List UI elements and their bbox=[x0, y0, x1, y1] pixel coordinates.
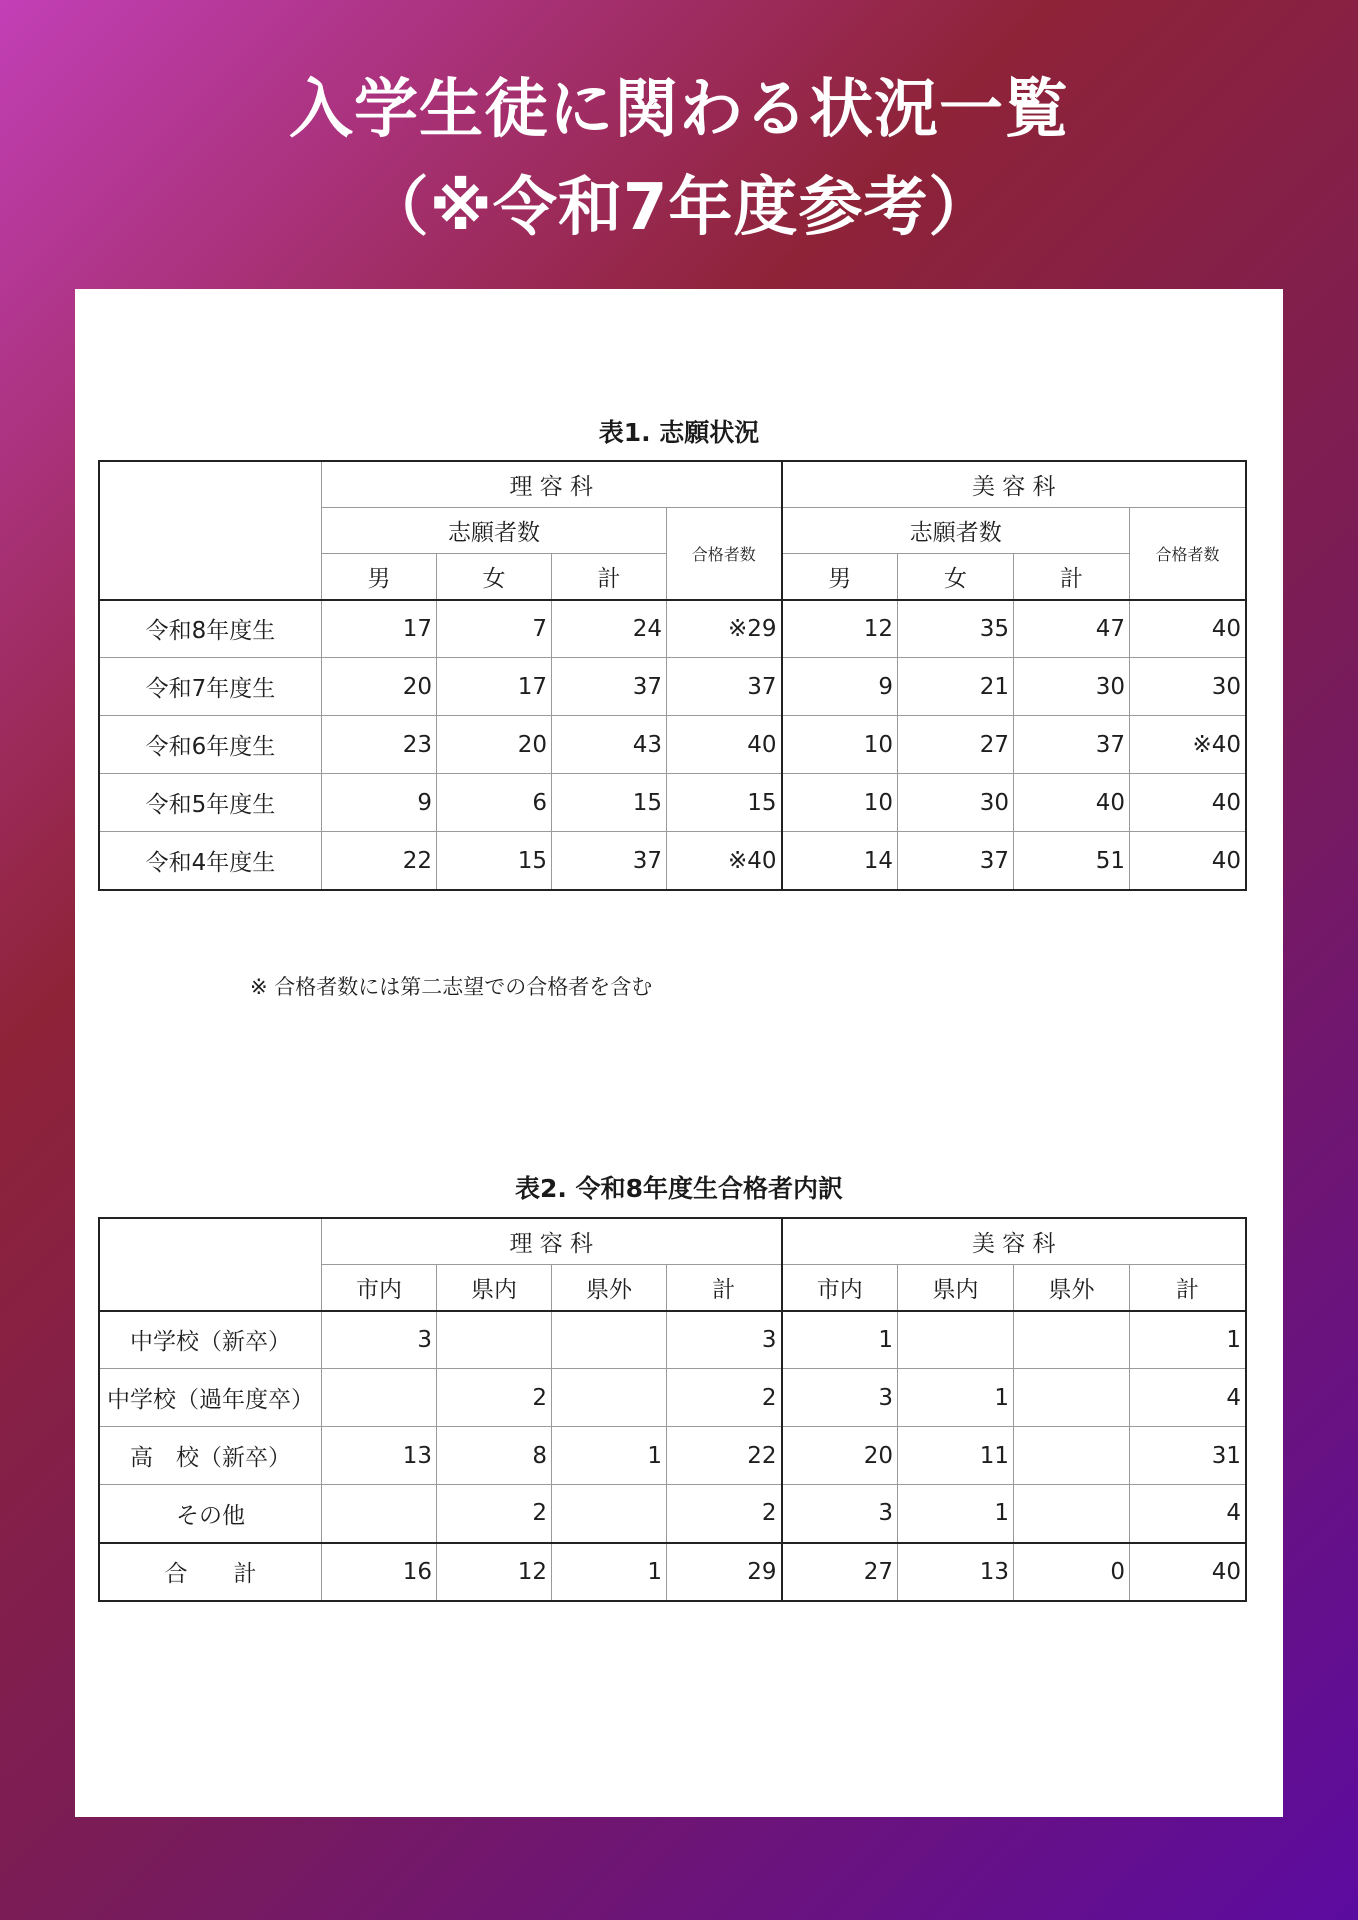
table-row bbox=[100, 832, 1246, 890]
table-row bbox=[100, 716, 1246, 774]
corner-cell bbox=[100, 462, 322, 600]
male-header: 男 bbox=[782, 554, 898, 600]
table-cell: 13 bbox=[898, 1543, 1014, 1601]
table-cell: 37 bbox=[552, 832, 667, 890]
table-cell: 20 bbox=[437, 716, 552, 774]
row-label: 高 校（新卒） bbox=[100, 1427, 322, 1485]
passed-header: 合格者数 bbox=[1130, 508, 1246, 600]
column-header: 県外 bbox=[1014, 1265, 1130, 1311]
table-cell: 4 bbox=[1130, 1485, 1246, 1543]
table1-caption: 表1. 志願状況 bbox=[598, 418, 760, 447]
table-cell: 40 bbox=[1130, 832, 1246, 890]
table-cell: 3 bbox=[322, 1311, 437, 1369]
table-cell: 51 bbox=[1014, 832, 1130, 890]
passed-header: 合格者数 bbox=[667, 508, 782, 600]
table-cell: 1 bbox=[898, 1485, 1014, 1543]
table-cell: 1 bbox=[552, 1543, 667, 1601]
table-cell: 1 bbox=[782, 1311, 898, 1369]
applicants-header: 志願者数 bbox=[322, 508, 667, 554]
table-cell: 30 bbox=[898, 774, 1014, 832]
table-cell: 20 bbox=[322, 658, 437, 716]
table-row bbox=[100, 1543, 1246, 1601]
table-cell bbox=[322, 1485, 437, 1543]
page-subtitle: （※令和7年度参考） bbox=[364, 171, 994, 245]
male-header: 男 bbox=[322, 554, 437, 600]
table-cell bbox=[552, 1485, 667, 1543]
row-label: 令和5年度生 bbox=[100, 774, 322, 832]
table-cell: 29 bbox=[667, 1543, 782, 1601]
table-cell: 40 bbox=[1014, 774, 1130, 832]
row-label: 令和6年度生 bbox=[100, 716, 322, 774]
table-cell: 30 bbox=[1130, 658, 1246, 716]
column-header: 計 bbox=[667, 1265, 782, 1311]
table-cell: 3 bbox=[782, 1369, 898, 1427]
table-cell: 10 bbox=[782, 774, 898, 832]
table-cell: 40 bbox=[1130, 1543, 1246, 1601]
table-cell: 24 bbox=[552, 600, 667, 658]
table-cell: 40 bbox=[1130, 774, 1246, 832]
table-cell bbox=[437, 1311, 552, 1369]
table-row bbox=[100, 1427, 1246, 1485]
column-header: 計 bbox=[1130, 1265, 1246, 1311]
table-cell: 40 bbox=[1130, 600, 1246, 658]
row-label: 合 計 bbox=[100, 1543, 322, 1601]
total-header: 計 bbox=[552, 554, 667, 600]
row-label: 令和4年度生 bbox=[100, 832, 322, 890]
table-row bbox=[100, 600, 1246, 658]
table-cell: 6 bbox=[437, 774, 552, 832]
table-cell: 16 bbox=[322, 1543, 437, 1601]
table-cell: 17 bbox=[322, 600, 437, 658]
table-cell: 27 bbox=[898, 716, 1014, 774]
dept-header-riyou: 理 容 科 bbox=[322, 1219, 782, 1265]
table-cell: 9 bbox=[782, 658, 898, 716]
table-cell: 1 bbox=[552, 1427, 667, 1485]
table-cell: 15 bbox=[552, 774, 667, 832]
table-cell: 14 bbox=[782, 832, 898, 890]
dept-header-biyou: 美 容 科 bbox=[782, 1219, 1246, 1265]
dept-header-biyou: 美 容 科 bbox=[782, 462, 1246, 508]
table-header-row bbox=[100, 1219, 1246, 1265]
table2-passed-breakdown bbox=[99, 1218, 1246, 1601]
column-header: 市内 bbox=[322, 1265, 437, 1311]
row-label: 中学校（新卒） bbox=[100, 1311, 322, 1369]
table-cell: 0 bbox=[1014, 1543, 1130, 1601]
table-cell bbox=[552, 1369, 667, 1427]
table-cell: 3 bbox=[782, 1485, 898, 1543]
table-cell: 13 bbox=[322, 1427, 437, 1485]
table-cell: 3 bbox=[667, 1311, 782, 1369]
row-label: 中学校（過年度卒） bbox=[100, 1369, 322, 1427]
table1-application-status bbox=[99, 461, 1246, 890]
table-header-row bbox=[100, 462, 1246, 508]
table-cell: 22 bbox=[322, 832, 437, 890]
table-cell: ※40 bbox=[1130, 716, 1246, 774]
column-header: 県外 bbox=[552, 1265, 667, 1311]
table-cell: 43 bbox=[552, 716, 667, 774]
table-cell: 1 bbox=[898, 1369, 1014, 1427]
table-cell: 23 bbox=[322, 716, 437, 774]
table-cell: 7 bbox=[437, 600, 552, 658]
table2-caption: 表2. 令和8年度生合格者内訳 bbox=[515, 1174, 843, 1203]
table-cell: 31 bbox=[1130, 1427, 1246, 1485]
table-cell: 12 bbox=[437, 1543, 552, 1601]
female-header: 女 bbox=[898, 554, 1014, 600]
table-cell: 2 bbox=[667, 1485, 782, 1543]
table-cell: 40 bbox=[667, 716, 782, 774]
table-row bbox=[100, 1311, 1246, 1369]
dept-header-riyou: 理 容 科 bbox=[322, 462, 782, 508]
table-cell: 1 bbox=[1130, 1311, 1246, 1369]
table-cell bbox=[1014, 1311, 1130, 1369]
table-cell: 21 bbox=[898, 658, 1014, 716]
table-cell: 2 bbox=[667, 1369, 782, 1427]
table-row bbox=[100, 1485, 1246, 1543]
table-cell: 2 bbox=[437, 1485, 552, 1543]
table-cell: 15 bbox=[667, 774, 782, 832]
table-cell: 30 bbox=[1014, 658, 1130, 716]
column-header: 市内 bbox=[782, 1265, 898, 1311]
table-row bbox=[100, 658, 1246, 716]
table-cell: ※29 bbox=[667, 600, 782, 658]
applicants-header: 志願者数 bbox=[782, 508, 1130, 554]
table-row bbox=[100, 1369, 1246, 1427]
table-cell: 15 bbox=[437, 832, 552, 890]
table-cell: 11 bbox=[898, 1427, 1014, 1485]
table1-footnote: ※ 合格者数には第二志望での合格者を含む bbox=[250, 975, 653, 999]
table-cell: 37 bbox=[1014, 716, 1130, 774]
table-cell: 4 bbox=[1130, 1369, 1246, 1427]
table-cell: ※40 bbox=[667, 832, 782, 890]
table-cell: 12 bbox=[782, 600, 898, 658]
corner-cell bbox=[100, 1219, 322, 1311]
document-sheet bbox=[75, 289, 1283, 1817]
table-cell bbox=[1014, 1369, 1130, 1427]
total-header: 計 bbox=[1014, 554, 1130, 600]
table-cell bbox=[1014, 1485, 1130, 1543]
row-label: その他 bbox=[100, 1485, 322, 1543]
table-row bbox=[100, 774, 1246, 832]
table-cell: 35 bbox=[898, 600, 1014, 658]
table-cell: 27 bbox=[782, 1543, 898, 1601]
table-cell: 37 bbox=[667, 658, 782, 716]
table-cell: 17 bbox=[437, 658, 552, 716]
page-title: 入学生徒に関わる状況一覧 bbox=[289, 73, 1069, 147]
table-cell: 20 bbox=[782, 1427, 898, 1485]
row-label: 令和7年度生 bbox=[100, 658, 322, 716]
table-cell: 37 bbox=[552, 658, 667, 716]
table-cell: 9 bbox=[322, 774, 437, 832]
table-cell: 2 bbox=[437, 1369, 552, 1427]
row-label: 令和8年度生 bbox=[100, 600, 322, 658]
column-header: 県内 bbox=[898, 1265, 1014, 1311]
table-cell: 10 bbox=[782, 716, 898, 774]
column-header: 県内 bbox=[437, 1265, 552, 1311]
table-cell: 22 bbox=[667, 1427, 782, 1485]
table-cell: 47 bbox=[1014, 600, 1130, 658]
table-cell: 37 bbox=[898, 832, 1014, 890]
table-cell: 8 bbox=[437, 1427, 552, 1485]
table-cell bbox=[1014, 1427, 1130, 1485]
female-header: 女 bbox=[437, 554, 552, 600]
table-cell bbox=[552, 1311, 667, 1369]
table-cell bbox=[898, 1311, 1014, 1369]
table-cell bbox=[322, 1369, 437, 1427]
